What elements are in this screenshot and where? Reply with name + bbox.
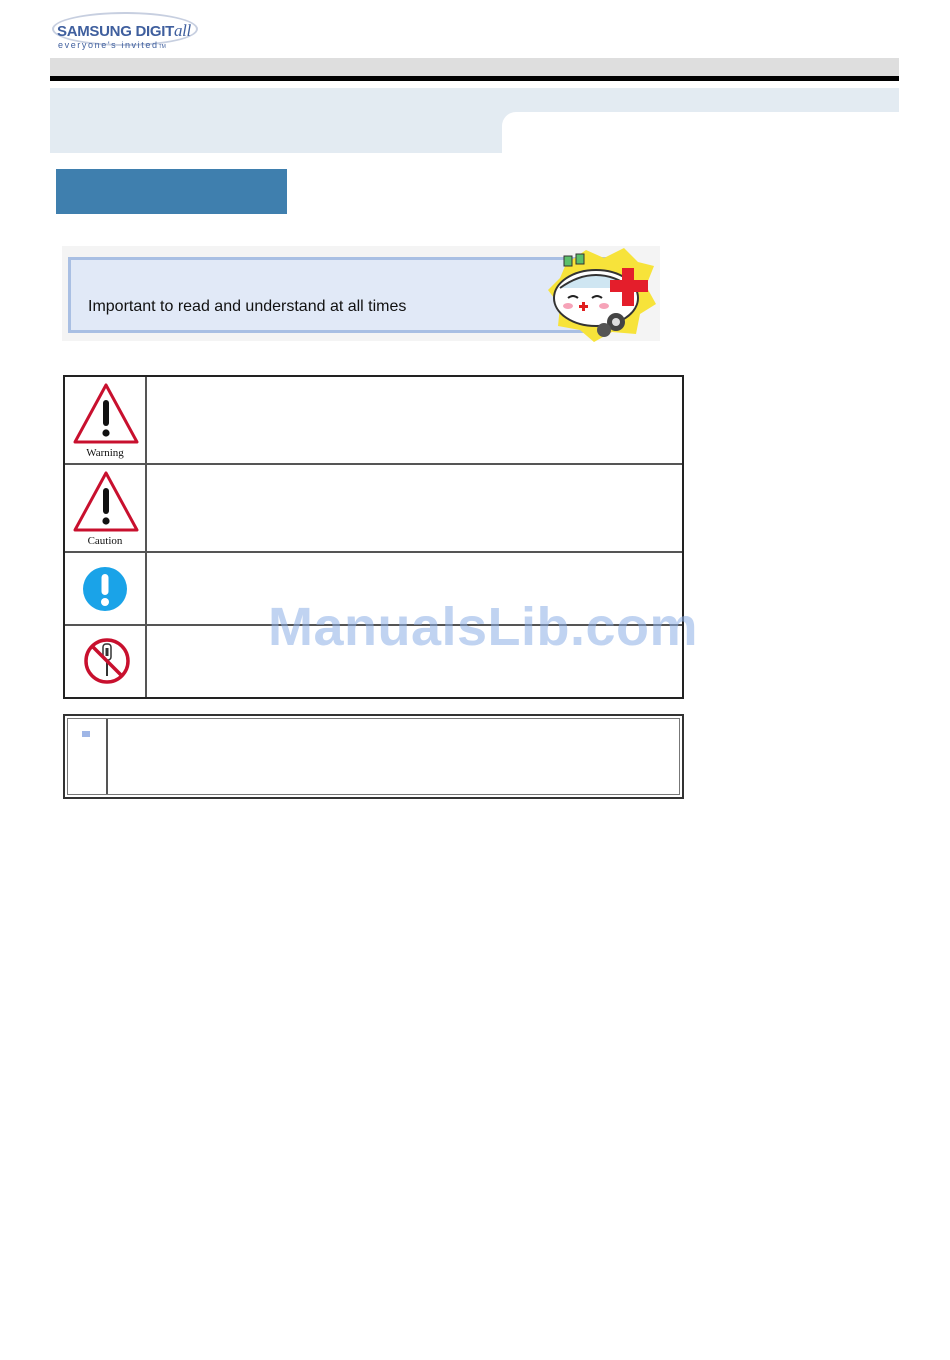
title-band bbox=[50, 88, 899, 112]
note-text bbox=[112, 725, 673, 788]
watermark: ManualsLib.com bbox=[268, 597, 699, 657]
title-band-curve bbox=[502, 112, 530, 140]
logo-brand bbox=[57, 21, 191, 41]
logo-trademark: TM bbox=[158, 44, 166, 50]
caution-triangle-icon bbox=[72, 470, 140, 534]
warning-triangle-icon bbox=[72, 382, 140, 446]
notice-text: Important to read and understand at all times bbox=[88, 298, 407, 315]
table-row-warning bbox=[65, 377, 682, 465]
logo-brand-suffix: all bbox=[173, 21, 191, 40]
section-tab bbox=[56, 169, 287, 214]
icon-cell bbox=[65, 626, 147, 697]
title-band-left bbox=[50, 112, 502, 153]
caution-label: Caution bbox=[87, 535, 123, 547]
important-exclamation-icon bbox=[82, 566, 128, 612]
samsung-logo bbox=[52, 12, 202, 52]
logo-tagline bbox=[58, 40, 166, 50]
ambulance-icon bbox=[546, 244, 662, 344]
icon-cell bbox=[65, 553, 147, 624]
warning-label: Warning bbox=[86, 447, 124, 459]
note-inner bbox=[67, 718, 680, 795]
notice-box bbox=[68, 257, 608, 333]
warning-description bbox=[147, 377, 682, 463]
note-divider bbox=[106, 719, 108, 794]
header-black-rule bbox=[50, 76, 899, 81]
table-row-caution bbox=[65, 465, 682, 553]
note-bullet-icon bbox=[82, 731, 90, 737]
caution-description bbox=[147, 465, 682, 551]
icon-cell bbox=[65, 465, 147, 551]
do-not-disassemble-icon bbox=[82, 636, 132, 686]
logo-tagline-text: everyone's invited bbox=[58, 40, 159, 50]
icon-cell bbox=[65, 377, 147, 463]
header-gray-bar bbox=[50, 58, 899, 76]
note-box bbox=[63, 714, 684, 799]
logo-brand-text: SAMSUNG DIGIT bbox=[57, 23, 174, 40]
